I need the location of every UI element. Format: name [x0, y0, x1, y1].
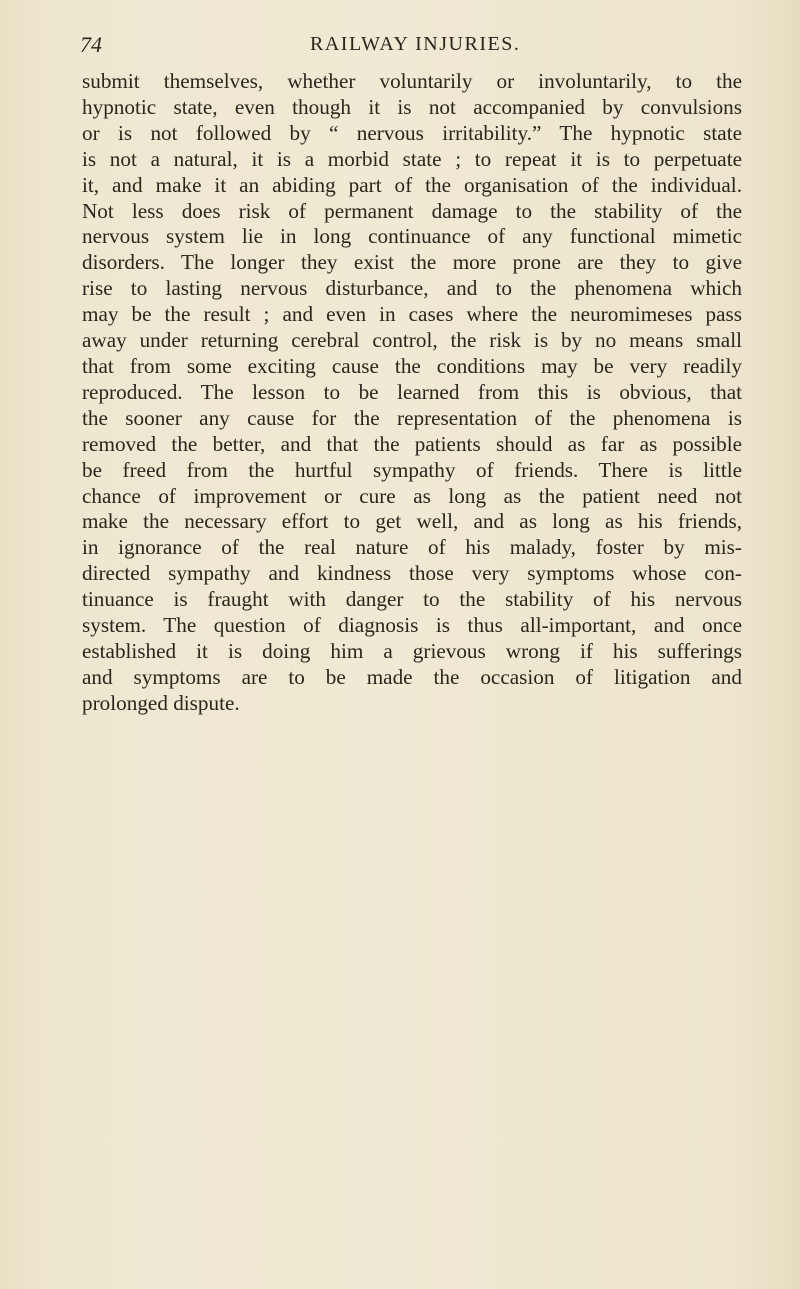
text-line: disorders. The longer they exist the more prone are they to give	[82, 250, 742, 275]
text-line: prolonged dispute.	[82, 690, 240, 715]
text-line: system. The question of diagnosis is thus all-important, and once	[82, 613, 742, 638]
text-line: make the necessary effort to get well, and as long as his friends,	[82, 509, 742, 534]
text-line: directed sympathy and kindness those very symptoms whose con-	[82, 561, 742, 586]
text-line: the sooner any cause for the representation of the phenomena is	[82, 405, 742, 430]
running-title: RAILWAY INJURIES.	[310, 33, 521, 55]
text-line: removed the better, and that the patients should as far as possible	[82, 431, 742, 456]
text-line: or is not followed by “ nervous irritability.” The hypnotic state	[82, 120, 742, 145]
text-line: submit themselves, whether voluntarily or involuntarily, to the	[82, 69, 742, 93]
text-line: and symptoms are to be made the occasion of litigation and	[82, 664, 742, 689]
text-line: established it is doing him a grievous wrong if his sufferings	[82, 638, 742, 663]
text-line: be freed from the hurtful sympathy of friends. There is little	[82, 457, 742, 482]
text-line: chance of improvement or cure as long as the patient need not	[82, 483, 742, 508]
text-line: hypnotic state, even though it is not accompanied by convulsions	[82, 94, 742, 119]
text-line: reproduced. The lesson to be learned from this is obvious, that	[82, 379, 742, 404]
text-line: away under returning cerebral control, the risk is by no means small	[82, 328, 742, 353]
text-line: Not less does risk of permanent damage to the stability of the	[82, 198, 742, 223]
page-number: 74	[80, 32, 102, 57]
running-head	[0, 30, 800, 60]
text-line: that from some exciting cause the conditions may be very readily	[82, 353, 742, 378]
text-line: in ignorance of the real nature of his malady, foster by mis-	[82, 535, 742, 560]
text-line: may be the result ; and even in cases where the neuromimeses pass	[82, 302, 742, 327]
body-paragraph	[82, 69, 742, 717]
text-line: rise to lasting nervous disturbance, and to the phenomena which	[82, 276, 742, 301]
text-line: nervous system lie in long continuance of any functional mimetic	[82, 224, 742, 249]
text-line: is not a natural, it is a morbid state ; to repeat it is to perpetuate	[82, 146, 742, 171]
text-line: tinuance is fraught with danger to the stability of his nervous	[82, 587, 742, 612]
text-line: it, and make it an abiding part of the organisation of the individual.	[82, 172, 742, 197]
